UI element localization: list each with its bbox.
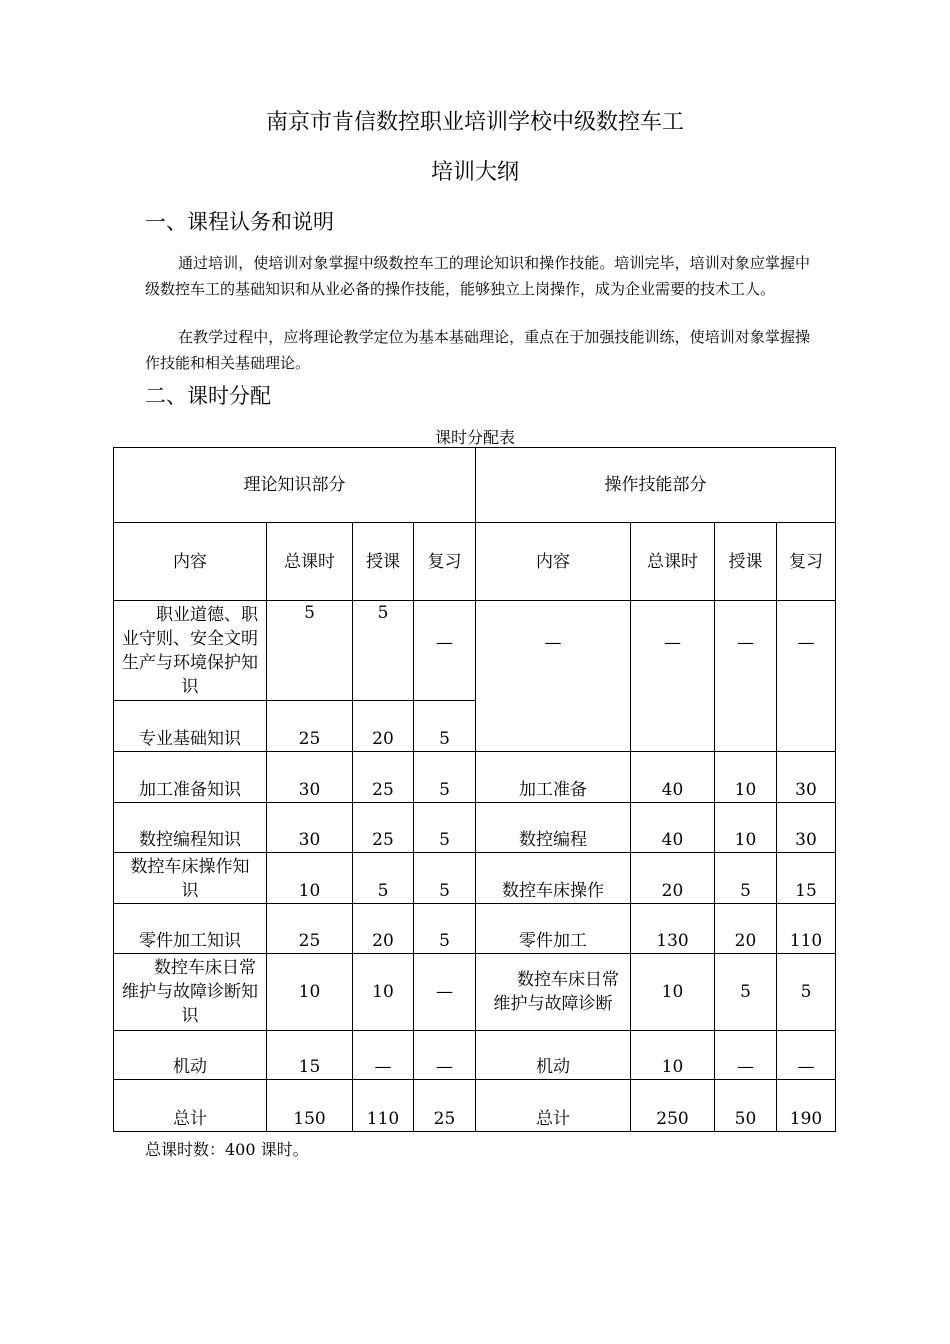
theory-content-cell: 专业基础知识 (114, 701, 267, 752)
practice-review-cell: 110 (777, 904, 836, 954)
col-header-review: 复习 (414, 523, 476, 601)
theory-lecture-cell: — (353, 1031, 414, 1080)
group-practice-header: 操作技能部分 (476, 448, 836, 523)
col-header-lecture: 授课 (715, 523, 777, 601)
document-title: 南京市肯信数控职业培训学校中级数控车工 (265, 110, 684, 135)
col-header-content: 内容 (114, 523, 267, 601)
practice-total-cell: 40 (631, 803, 715, 853)
practice-total-cell: 40 (631, 752, 715, 803)
table-row (114, 803, 836, 853)
practice-content-cell: 加工准备 (476, 752, 631, 803)
theory-lecture-cell: 10 (353, 954, 414, 1031)
theory-total-cell: 5 (267, 601, 353, 701)
theory-total-cell: 30 (267, 752, 353, 803)
practice-content-cell: 零件加工 (476, 904, 631, 954)
practice-content-cell: 数控编程 (476, 803, 631, 853)
theory-review-cell: 25 (414, 1080, 476, 1132)
total-hours-note: 总课时数：400 课时。 (145, 1140, 309, 1159)
theory-content-cell (114, 853, 267, 904)
theory-review-cell: — (414, 1031, 476, 1080)
practice-total-cell: 250 (631, 1080, 715, 1132)
theory-total-cell: 30 (267, 803, 353, 853)
table-row (114, 904, 836, 954)
theory-content-cell: 加工准备知识 (114, 752, 267, 803)
section-heading-2: 二、课时分配 (145, 384, 271, 408)
practice-content-cell: 数控车床日常维护与故障诊断 (476, 954, 631, 1031)
theory-review-cell: — (414, 954, 476, 1031)
practice-lecture-cell: 10 (715, 752, 777, 803)
theory-review-cell: — (414, 601, 476, 701)
paragraph-1: 通过培训，使培训对象掌握中级数控车工的理论知识和操作技能。培训完毕，培训对象应掌握中级数控车工的基础知识和从业必备的操作技能，能够独立上岗操作，成为企业需要的技术工人。 (145, 254, 810, 298)
table-total-row (114, 1080, 836, 1132)
col-header-total: 总课时 (267, 523, 353, 601)
table-group-header-row (114, 448, 836, 523)
practice-review-cell: 30 (777, 752, 836, 803)
practice-review-cell: 15 (777, 853, 836, 904)
theory-total-cell: 25 (267, 701, 353, 752)
group-theory-header: 理论知识部分 (114, 448, 476, 523)
practice-content-cell: 总计 (476, 1080, 631, 1132)
table-row (114, 954, 836, 1031)
col-header-review: 复习 (777, 523, 836, 601)
table-row (114, 1031, 836, 1080)
practice-content-cell: 数控车床操作 (476, 853, 631, 904)
theory-lecture-cell: 25 (353, 803, 414, 853)
table-column-header-row (114, 523, 836, 601)
practice-lecture-cell: 50 (715, 1080, 777, 1132)
theory-lecture-cell: 20 (353, 904, 414, 954)
theory-content-cell: 数控车床日常维护与故障诊断知识 (114, 954, 267, 1031)
practice-lecture-cell: — (715, 601, 777, 752)
practice-review-cell: — (777, 601, 836, 752)
col-header-lecture: 授课 (353, 523, 414, 601)
practice-content-cell: 机动 (476, 1031, 631, 1080)
practice-lecture-cell: — (715, 1031, 777, 1080)
theory-content-line: 识 (181, 881, 199, 901)
theory-content-line: 数控车床操作知 (130, 857, 250, 877)
table-row (114, 853, 836, 904)
practice-total-cell: 10 (631, 954, 715, 1031)
practice-review-cell: 5 (777, 954, 836, 1031)
practice-review-cell: 190 (777, 1080, 836, 1132)
theory-review-cell: 5 (414, 752, 476, 803)
table-row (114, 752, 836, 803)
theory-review-cell: 5 (414, 701, 476, 752)
col-header-content: 内容 (476, 523, 631, 601)
schedule-table (113, 447, 836, 1132)
theory-total-cell: 15 (267, 1031, 353, 1080)
practice-total-cell: — (631, 601, 715, 752)
practice-content-cell: — (476, 601, 631, 752)
theory-lecture-cell: 5 (353, 601, 414, 701)
practice-lecture-cell: 5 (715, 954, 777, 1031)
theory-review-cell: 5 (414, 853, 476, 904)
theory-review-cell: 5 (414, 904, 476, 954)
table-caption: 课时分配表 (434, 428, 515, 447)
practice-total-cell: 20 (631, 853, 715, 904)
theory-lecture-cell: 25 (353, 752, 414, 803)
theory-content-cell: 总计 (114, 1080, 267, 1132)
theory-total-cell: 25 (267, 904, 353, 954)
practice-total-cell: 130 (631, 904, 715, 954)
practice-review-cell: 30 (777, 803, 836, 853)
theory-review-cell: 5 (414, 803, 476, 853)
theory-total-cell: 150 (267, 1080, 353, 1132)
theory-content-cell: 职业道德、职业守则、安全文明生产与环境保护知识 (114, 601, 267, 701)
paragraph-2: 在教学过程中，应将理论教学定位为基本基础理论，重点在于加强技能训练，使培训对象掌握操作技能和相关基础理论。 (145, 328, 810, 372)
practice-review-cell: — (777, 1031, 836, 1080)
practice-total-cell: 10 (631, 1031, 715, 1080)
theory-total-cell: 10 (267, 853, 353, 904)
theory-content-cell: 零件加工知识 (114, 904, 267, 954)
table-row (114, 601, 836, 701)
practice-lecture-cell: 5 (715, 853, 777, 904)
practice-lecture-cell: 20 (715, 904, 777, 954)
practice-lecture-cell: 10 (715, 803, 777, 853)
col-header-total: 总课时 (631, 523, 715, 601)
section-heading-1: 一、课程认务和说明 (145, 210, 334, 234)
theory-lecture-cell: 20 (353, 701, 414, 752)
theory-lecture-cell: 5 (353, 853, 414, 904)
theory-lecture-cell: 110 (353, 1080, 414, 1132)
theory-content-cell: 机动 (114, 1031, 267, 1080)
theory-content-cell: 数控编程知识 (114, 803, 267, 853)
document-subtitle: 培训大纲 (430, 160, 519, 185)
theory-total-cell: 10 (267, 954, 353, 1031)
